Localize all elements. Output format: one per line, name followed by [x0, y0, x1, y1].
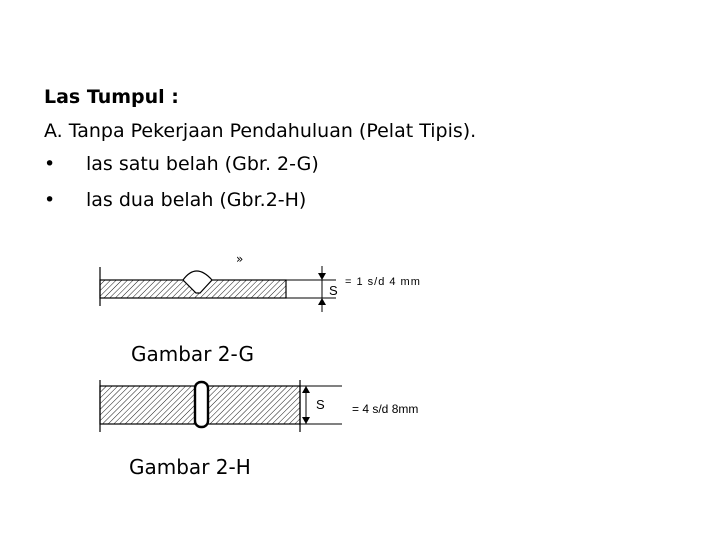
bullet-item-satu-belah: las satu belah (Gbr. 2-G) [86, 153, 319, 175]
caption-gambar-2g: Gambar 2-G [131, 342, 254, 366]
figure-2g-drawing [100, 266, 336, 312]
bullet-item-dua-belah: las dua belah (Gbr.2-H) [86, 189, 307, 211]
figure-2h-drawing [100, 380, 342, 432]
weld-mark-symbol: » [236, 252, 244, 266]
caption-gambar-2h: Gambar 2-H [129, 455, 251, 479]
section-a-title: A. Tanpa Pekerjaan Pendahuluan (Pelat Tipis). [44, 120, 477, 142]
thickness-symbol-2g: S [329, 283, 338, 298]
thickness-range-2g: = 1 s/d 4 mm [345, 276, 421, 288]
thickness-range-2h: = 4 s/d 8mm [352, 402, 419, 416]
heading-las-tumpul: Las Tumpul : [44, 86, 179, 108]
bullet-1: • [44, 153, 56, 175]
weld-bead-double-side [195, 382, 208, 427]
bullet-2: • [44, 189, 56, 211]
thickness-symbol-2h: S [316, 397, 325, 412]
